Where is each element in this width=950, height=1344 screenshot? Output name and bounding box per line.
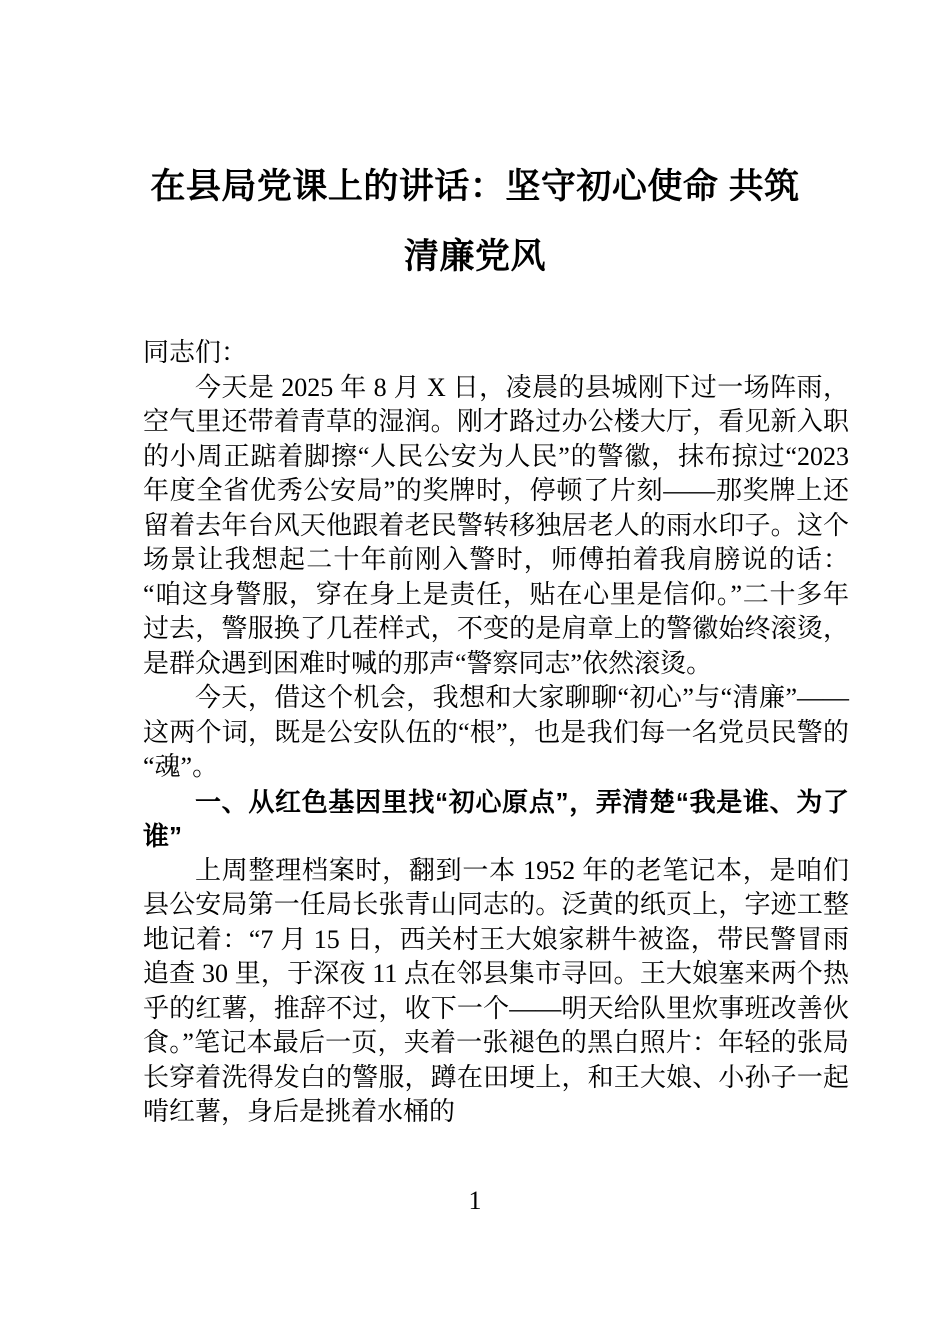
- page-number: 1: [468, 1186, 482, 1215]
- paragraph-theme: 今天，借这个机会，我想和大家聊聊“初心”与“清廉”——这两个词，既是公安队伍的“根”，也是我们每一名党员民警的“魂”。: [143, 683, 849, 781]
- paragraph-notebook-story: 上周整理档案时，翻到一本 1952 年的老笔记本，是咱们县公安局第一任局长张青山同志的。泛黄的纸页上，字迹工整地记着：“7 月 15 日，西关村王大娘家耕牛被盗，带民警冒雨追查 30 里，于深夜 11 点在邻县集市寻回。王大娘塞来两个热乎的红薯，推辞不过，收下一个——明天给队里炊事班改善伙食。”笔记本最后一页，夹着一张褪色的黑白照片：年轻的张局长穿着洗得发白的警服，蹲在田埂上，和王大娘、小孙子一起啃红薯，身后是挑着水桶的: [143, 855, 849, 1126]
- document-body: [143, 336, 849, 1130]
- paragraph-section-heading-1: 一、从红色基因里找“初心原点”，弄清楚“我是谁、为了谁”: [143, 786, 849, 851]
- paragraph-intro-scene: 今天是 2025 年 8 月 X 日，凌晨的县城刚下过一场阵雨，空气里还带着青草的湿润。刚才路过办公楼大厅，看见新入职的小周正踮着脚擦“人民公安为人民”的警徽，抹布掠过“2023 年度全省优秀公安局”的奖牌时，停顿了片刻——那奖牌上还留着去年台风天他跟着老民警转移独居老人的雨水印子。这个场景让我想起二十年前刚入警时，师傅拍着我肩膀说的话：“咱这身警服，穿在身上是责任，贴在心里是信仰。”二十多年过去，警服换了几茬样式，不变的是肩章上的警徽始终滚烫，是群众遇到困难时喊的那声“警察同志”依然滚烫。: [143, 372, 849, 678]
- paragraph-salutation: 同志们：: [143, 338, 248, 367]
- document-title: 在县局党课上的讲话：坚守初心使命 共筑清廉党风: [150, 167, 800, 276]
